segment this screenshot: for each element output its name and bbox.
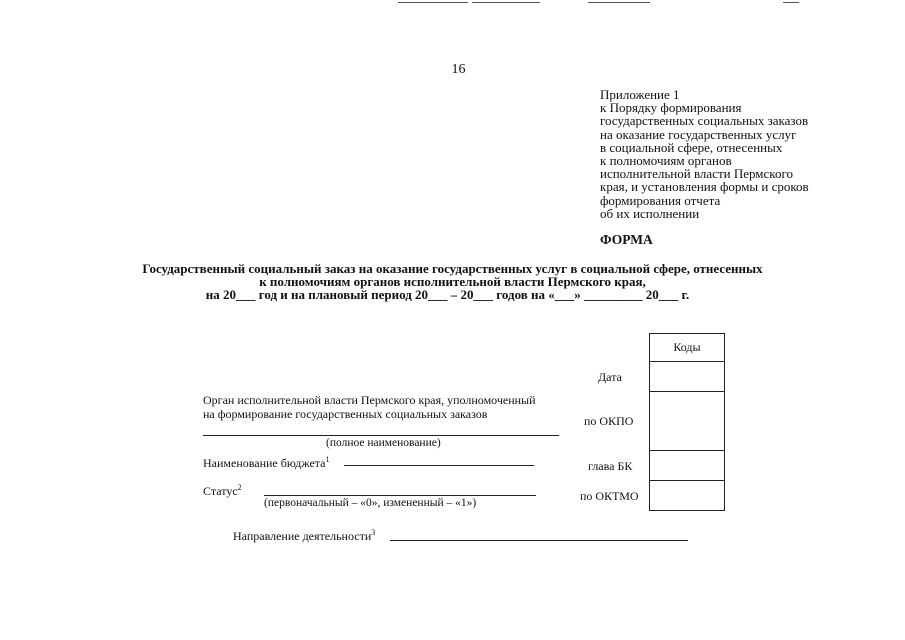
appendix-line: Приложение 1	[600, 87, 680, 102]
organ-name-field[interactable]	[203, 435, 559, 436]
appendix-line: об их исполнении	[600, 205, 700, 221]
appendix-line: государственных социальных заказов	[600, 113, 809, 129]
organ-label-line-2: на формирование государственных социальных заказов	[203, 407, 488, 421]
codes-header: Коды	[650, 334, 725, 362]
budget-label	[203, 453, 330, 470]
appendix-line: формирования отчета	[600, 192, 721, 208]
top-scan-rule-4	[783, 2, 799, 3]
appendix-line: исполнительной власти Пермского	[600, 166, 793, 182]
title-line-1: Государственный социальный заказ на оказание государственных услуг в социальной сфере, отнесенных	[142, 261, 763, 276]
appendix-line: к Порядку формирования	[600, 100, 742, 116]
top-scan-rule-2	[472, 2, 540, 3]
document-title	[0, 262, 905, 301]
organ-name-hint: (полное наименование)	[326, 437, 441, 449]
top-scan-rule-1	[398, 2, 468, 3]
codes-table	[649, 333, 725, 511]
status-hint: (первоначальный – «0», измененный – «1»)	[264, 497, 477, 509]
footnote-1-mark: 1	[325, 455, 330, 464]
code-cell-glava-bk[interactable]	[650, 451, 725, 481]
appendix-block	[600, 88, 809, 220]
organ-label-line-1: Орган исполнительной власти Пермского края, уполномоченный	[203, 393, 536, 407]
status-label	[203, 481, 242, 498]
footnote-3-mark: 3	[371, 528, 376, 537]
appendix-line: к полномочиям органов	[600, 153, 732, 169]
title-line-2: к полномочиям органов исполнительной власти Пермского края,	[259, 274, 646, 289]
direction-field[interactable]	[390, 540, 688, 541]
title-line-3: на 20___ год и на плановый период 20___ – 20___ годов на «___» _________ 20___ г.	[205, 287, 690, 302]
budget-name-field[interactable]	[344, 465, 534, 466]
appendix-line: в социальной сфере, отнесенных	[600, 139, 783, 155]
forma-label: ФОРМА	[600, 232, 653, 247]
direction-label	[233, 526, 375, 543]
code-cell-okpo[interactable]	[650, 392, 725, 451]
budget-label-text: Наименование бюджета	[203, 456, 326, 470]
code-cell-date[interactable]	[650, 362, 725, 392]
direction-label-text: Направление деятельности	[233, 529, 372, 543]
top-scan-rule-3	[588, 2, 650, 3]
date-label: Дата	[598, 370, 622, 384]
status-label-text: Статус	[203, 484, 238, 498]
status-field[interactable]	[264, 495, 536, 496]
appendix-line: на оказание государственных услуг	[600, 126, 797, 142]
oktmo-label: по ОКТМО	[580, 489, 639, 503]
okpo-label: по ОКПО	[584, 414, 634, 428]
glava-bk-label: глава БК	[588, 459, 633, 473]
code-cell-oktmo[interactable]	[650, 481, 725, 511]
footnote-2-mark: 2	[237, 483, 242, 492]
page-number: 16	[451, 62, 466, 77]
appendix-line: края, и установления формы и сроков	[600, 179, 809, 195]
